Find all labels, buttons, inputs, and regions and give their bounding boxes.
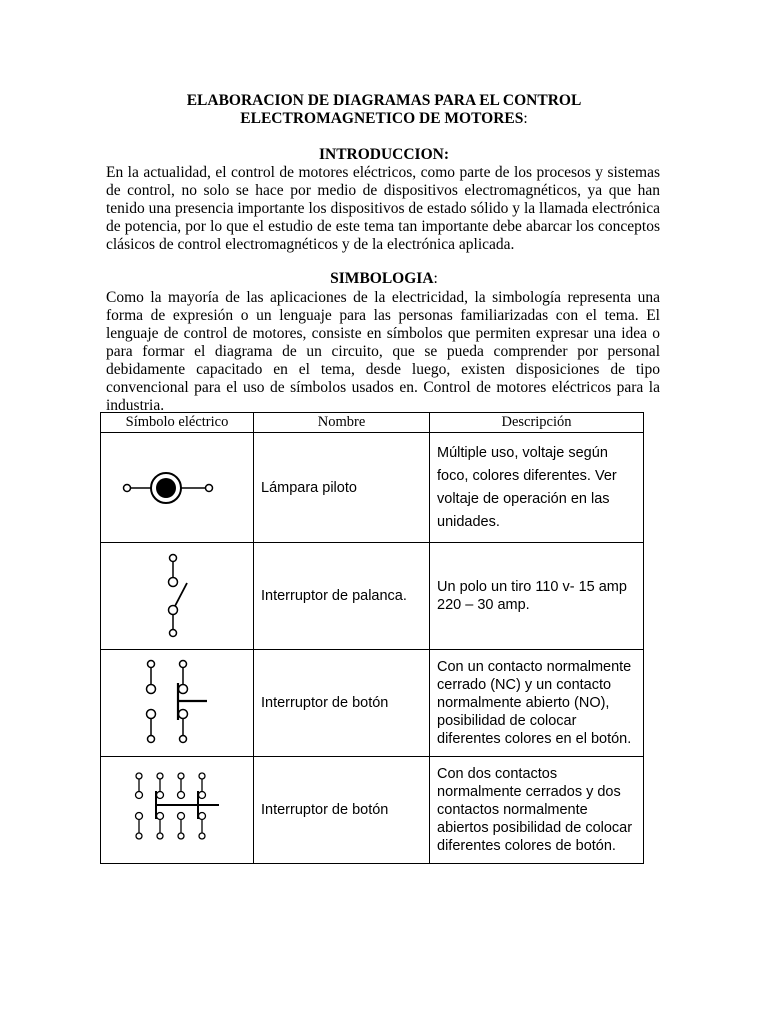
symbol-cell	[101, 433, 254, 543]
introduccion-heading: INTRODUCCION:	[318, 146, 450, 163]
push-button-2nc-2no-symbol-icon	[127, 771, 227, 849]
table-header-row	[101, 413, 644, 433]
name-cell: Interruptor de palanca.	[254, 543, 430, 650]
simbologia-heading-colon: :	[433, 270, 438, 287]
push-button-nc-no-symbol-icon	[137, 658, 217, 748]
title-line-2-text: ELECTROMAGNETICO DE MOTORES	[240, 110, 524, 127]
symbol-cell	[101, 543, 254, 650]
description-cell: Un polo un tiro 110 v- 15 amp 220 – 30 amp.	[430, 543, 644, 650]
pilot-lamp-symbol-icon	[122, 468, 232, 508]
table-row	[101, 433, 644, 543]
title-line-2	[100, 110, 668, 128]
symbol-cell	[101, 650, 254, 757]
description-cell: Con dos contactos normalmente cerrados y dos contactos normalmente abiertos posibilidad de colocar diferentes colores de botón.	[430, 757, 644, 864]
table-row	[101, 650, 644, 757]
description-cell: Con un contacto normalmente cerrado (NC) y un contacto normalmente abierto (NO), posibilidad de colocar diferentes colores en el botón.	[430, 650, 644, 757]
header-symbol: Símbolo eléctrico	[101, 413, 254, 433]
introduccion-paragraph: En la actualidad, el control de motores eléctricos, como parte de los procesos y sistemas de control, no solo se hace por medio de dispositivos electromagnéticos, ya que han tenido una presencia importante los dispositivos de estado sólido y la llamada electrónica de potencia, por lo que el estudio de este tema tan importante debe abarcar los conceptos clásicos de control electromagnéticos y de la electrónica aplicada.	[106, 164, 660, 253]
table-row	[101, 757, 644, 864]
simbologia-heading-text: SIMBOLOGIA	[330, 270, 434, 287]
document-title	[100, 92, 668, 128]
toggle-switch-symbol-icon	[157, 553, 197, 639]
simbologia-heading	[100, 270, 668, 288]
title-line-2-colon: :	[523, 110, 528, 127]
title-line-1: ELABORACION DE DIAGRAMAS PARA EL CONTROL	[186, 92, 582, 109]
symbol-table	[100, 412, 644, 864]
name-cell: Lámpara piloto	[254, 433, 430, 543]
name-cell: Interruptor de botón	[254, 650, 430, 757]
symbol-cell	[101, 757, 254, 864]
name-cell: Interruptor de botón	[254, 757, 430, 864]
simbologia-paragraph: Como la mayoría de las aplicaciones de la electricidad, la simbología representa una forma de expresión o un lenguaje para las personas familiarizadas con el tema. El lenguaje de control de motores, consiste en símbolos que permiten expresar una idea o para formar el diagrama de un circuito, que se pueda comprender por personal debidamente capacitado en el tema, desde luego, existen disposiciones de tipo convencional para el uso de símbolos usados en. Control de motores eléctricos para la industria.	[106, 289, 660, 414]
description-cell: Múltiple uso, voltaje según foco, colores diferentes. Ver voltaje de operación en las unidades.	[430, 433, 644, 543]
header-name: Nombre	[254, 413, 430, 433]
header-description: Descripción	[430, 413, 644, 433]
table-row	[101, 543, 644, 650]
